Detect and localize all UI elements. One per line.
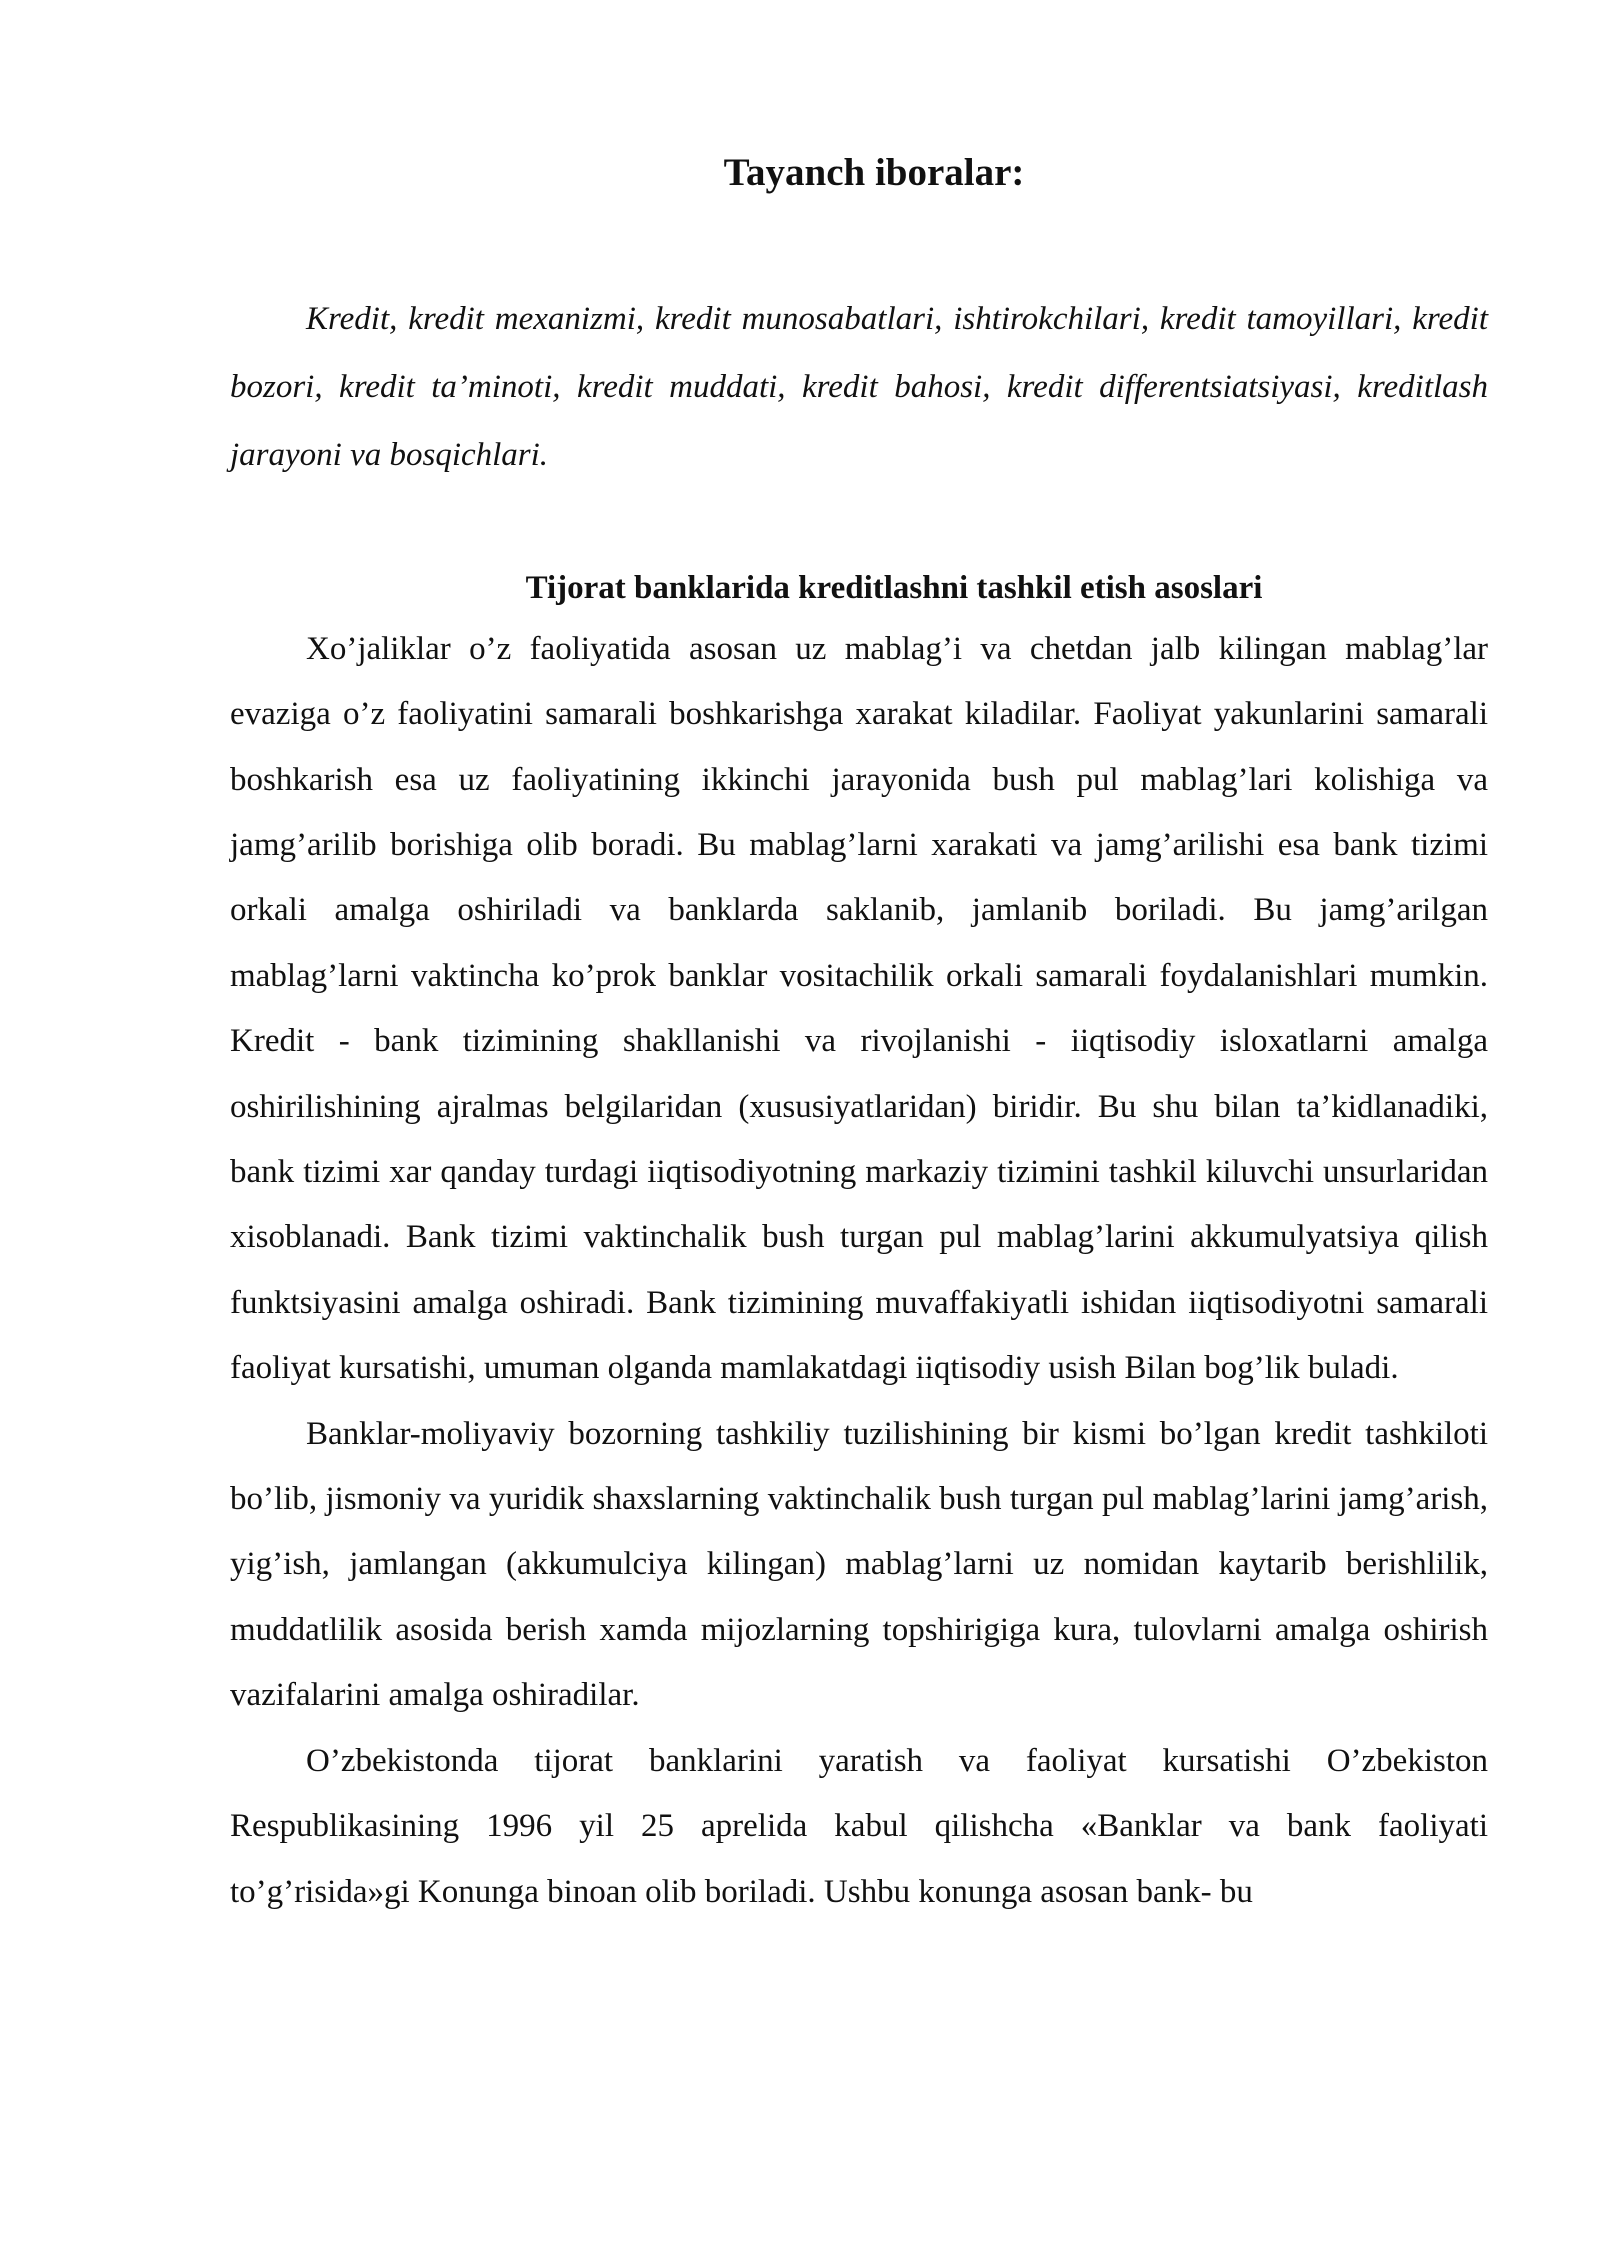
body-paragraph: Xo’jaliklar o’z faoliyatida asosan uz mablag’i va chetdan jalb kilingan mablag’lar evaziga o’z faoliyatini samarali boshkarishga xarakat kiladilar. Faoliyat yakunlarini samarali boshkarish esa uz faoliyatining ikkinchi jarayonida bush pul mablag’lari kolishiga va jamg’arilib borishiga olib boradi. Bu mablag’larni xarakati va jamg’arilishi esa bank tizimi orkali amalga oshiriladi va banklarda saklanib, jamlanib boriladi. Bu jamg’arilgan mablag’larni vaktincha ko’prok banklar vositachilik orkali samarali foydalanishlari mumkin. Kredit - bank tizimining shakllanishi va rivojlanishi - iiqtisodiy isloxatlarni amalga oshirilishining ajralmas belgilaridan (xususiyatlaridan) biridir. Bu shu bilan ta’kidlanadiki, bank tizimi xar qanday turdagi iiqtisodiyotning markaziy tizimini tashkil kiluvchi unsurlaridan xisoblanadi. Bank tizimi vaktinchalik bush turgan pul mablag’larini akkumulyatsiya qilish funktsiyasini amalga oshiradi. Bank tizimining muvaffakiyatli ishidan iiqtisodiyotni samarali faoliyat kursatishi, umuman olganda mamlakatdagi iiqtisodiy usish Bilan bog’lik buladi.	[230, 630, 1488, 1387]
body-paragraph: O’zbekistonda tijorat banklarini yaratish va faoliyat kursatishi O’zbekiston Respublikasining 1996 yil 25 aprelida kabul qilishcha «Banklar va bank faoliyati to’g’risida»gi Konunga binoan olib boriladi. Ushbu konunga asosan bank- bu	[230, 1742, 1488, 1910]
section-heading: Tijorat banklarida kreditlashni tashkil etish asoslari	[525, 569, 1263, 606]
document-page	[230, 150, 1488, 1925]
page-title: Tayanch iboralar:	[723, 151, 1025, 194]
body-paragraph: Banklar-moliyaviy bozorning tashkiliy tuzilishining bir kismi bo’lgan kredit tashkiloti bo’lib, jismoniy va yuridik shaxslarning vaktinchalik bush turgan pul mablag’larini jamg’arish, yig’ish, jamlangan (akkumulciya kilingan) mablag’larni uz nomidan kaytarib berishlilik, muddatlilik asosida berish xamda mijozlarning topshirigiga kura, tulovlarni amalga oshirish vazifalarini amalga oshiradilar.	[230, 1415, 1488, 1714]
keywords-paragraph: Kredit, kredit mexanizmi, kredit munosabatlari, ishtirokchilari, kredit tamoyillari, kredit bozori, kredit ta’minoti, kredit muddati, kredit bahosi, kredit differentsiatsiyasi, kreditlash jarayoni va bosqichlari.	[230, 300, 1488, 473]
